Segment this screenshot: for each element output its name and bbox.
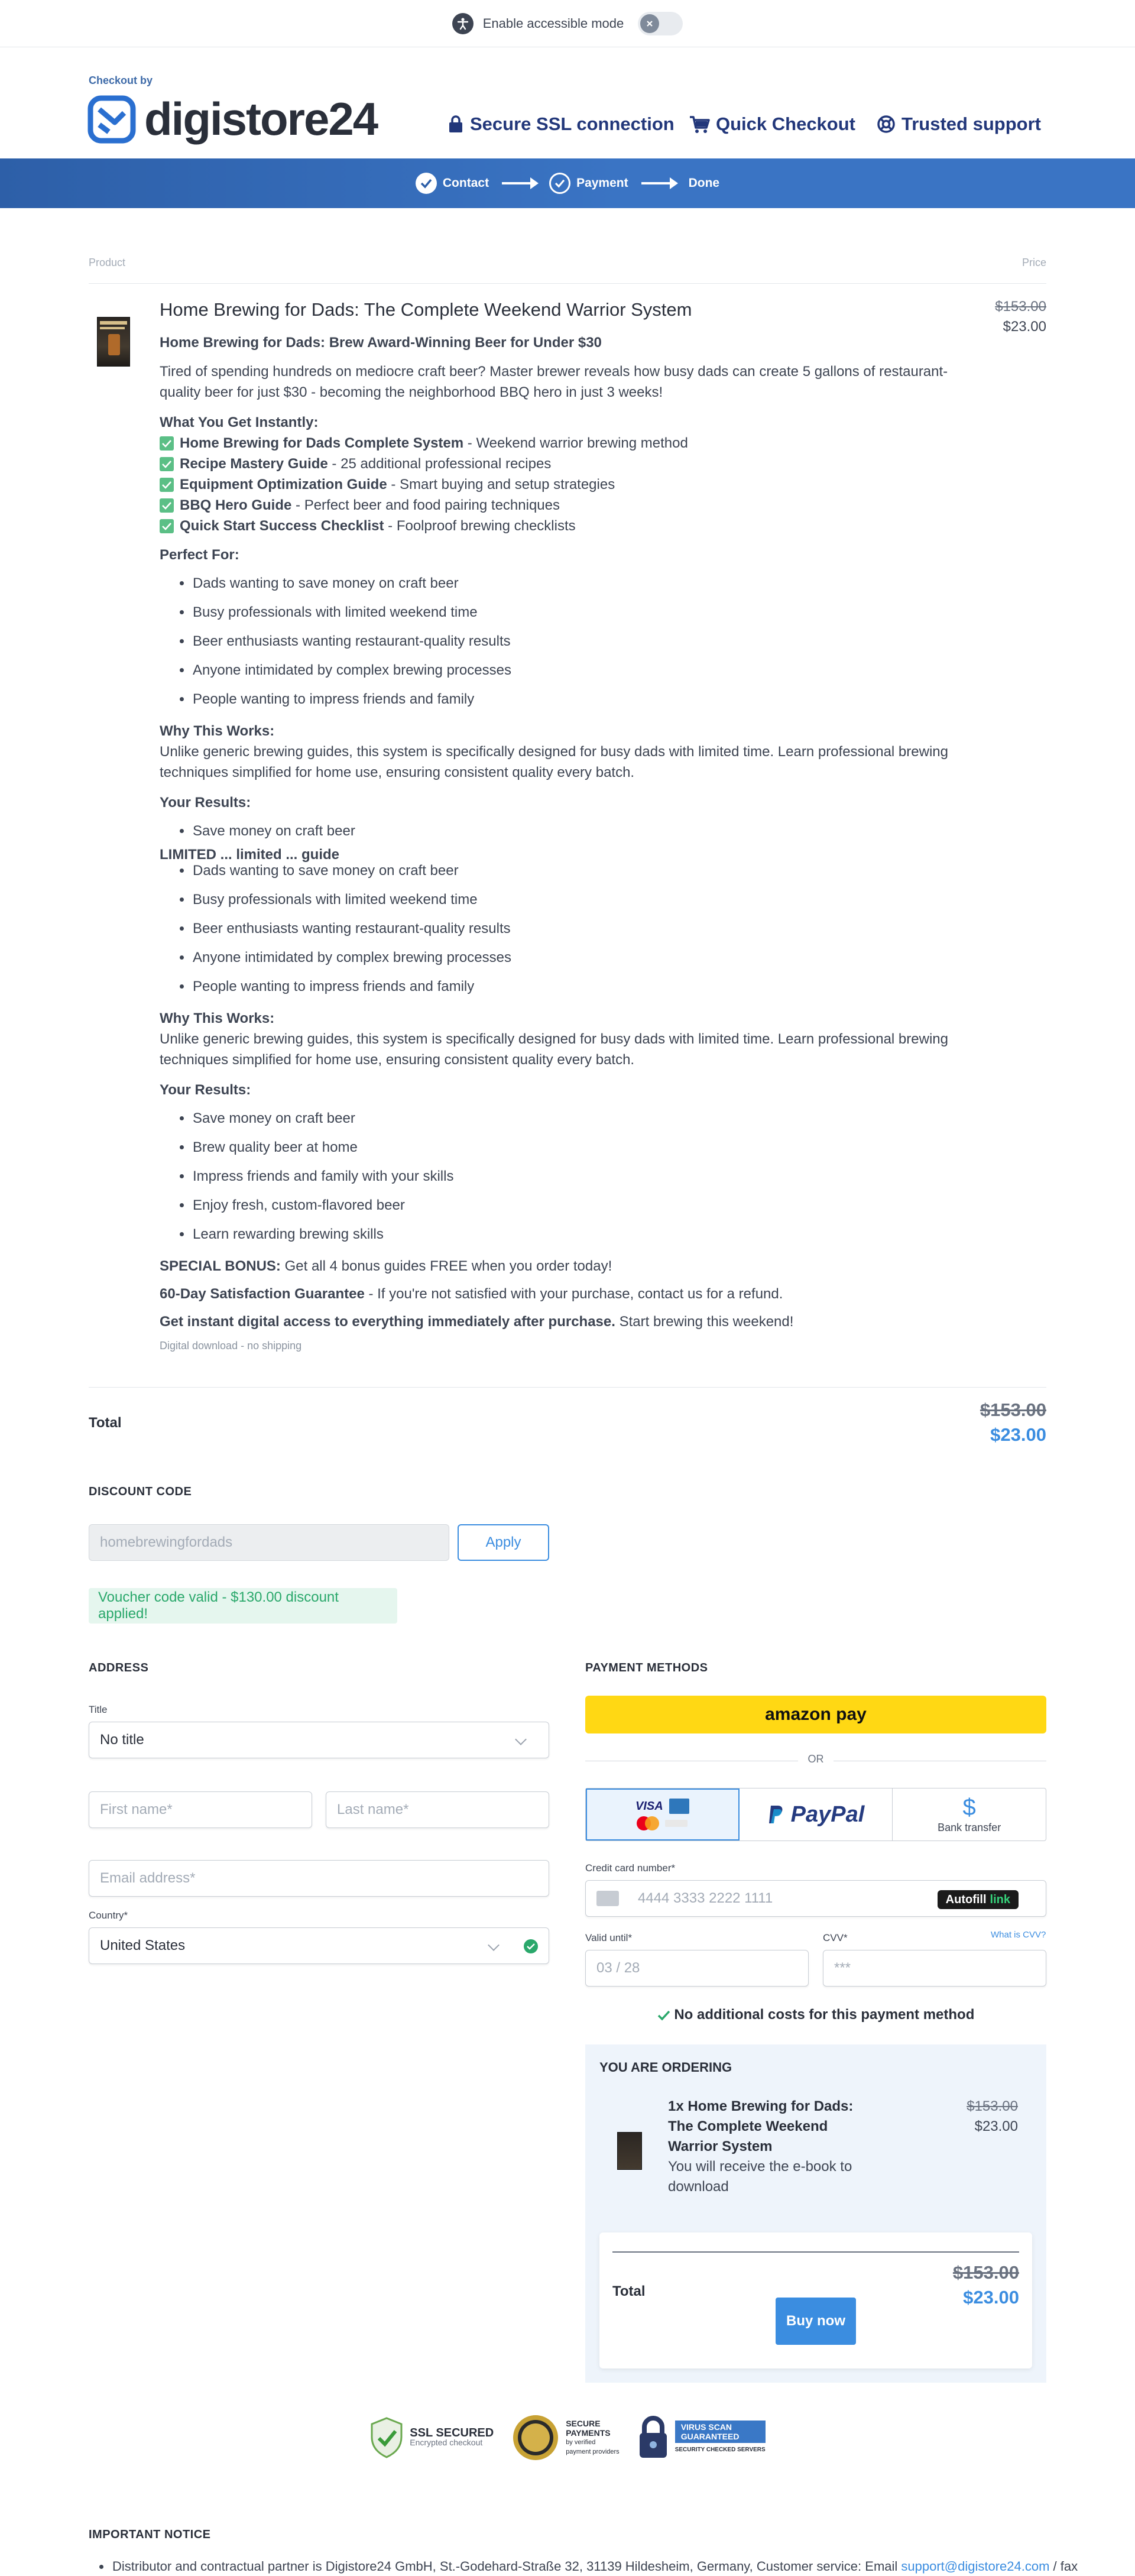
padlock-icon bbox=[637, 2415, 669, 2460]
order-item-name: 1x Home Brewing for Dads: The Complete Weekend Warrior System bbox=[668, 2098, 854, 2154]
country-select[interactable] bbox=[89, 1927, 549, 1964]
trust-support-label: Trusted support bbox=[901, 114, 1041, 134]
checklist-item bbox=[160, 474, 987, 495]
accessibility-bar bbox=[0, 0, 1135, 47]
why-text: Unlike generic brewing guides, this system is specifically designed for busy dads with limited time. Learn professional brewing techniques simplified for home use, ensuring consistent quality every batch. bbox=[160, 744, 948, 780]
cart-icon bbox=[689, 115, 710, 134]
step-arrow-icon bbox=[502, 182, 536, 184]
accessibility-icon bbox=[452, 13, 474, 34]
access-bold: Get instant digital access to everything immediately after purchase. bbox=[160, 1314, 615, 1330]
column-price: Price bbox=[1022, 257, 1046, 268]
checklist-bold: Home Brewing for Dads Complete System bbox=[180, 435, 464, 451]
why-heading-repeat: Why This Works: bbox=[160, 1010, 275, 1026]
checkbox-icon bbox=[160, 457, 174, 471]
guarantee-rest: - If you're not satisfied with your purchase, contact us for a refund. bbox=[364, 1286, 783, 1302]
list-item: Beer enthusiasts wanting restaurant-quality results bbox=[193, 627, 987, 656]
autofill-link-button[interactable] bbox=[938, 1890, 1019, 1909]
list-item: People wanting to impress friends and family bbox=[193, 972, 987, 1001]
checklist-item bbox=[160, 453, 987, 474]
discover-icon bbox=[665, 1820, 688, 1827]
valid-until-label: Valid until* bbox=[585, 1932, 633, 1943]
list-item: Learn rewarding brewing skills bbox=[193, 1220, 987, 1249]
card-number-label: Credit card number* bbox=[585, 1862, 676, 1874]
notice-text: Distributor and contractual partner is Digistore24 GmbH, St.-Godehard-Straße 32, 31139 Hildesheim, Germany, Customer service: Email bbox=[112, 2559, 901, 2574]
bank-transfer-label: Bank transfer bbox=[938, 1821, 1001, 1833]
list-item: People wanting to impress friends and family bbox=[193, 685, 987, 714]
voucher-success-message: Voucher code valid - $130.00 discount applied! bbox=[89, 1588, 397, 1624]
title-label: Title bbox=[89, 1704, 108, 1715]
virus-badge-line1: VIRUS SCAN bbox=[680, 2422, 732, 2432]
secure-badge-line1: SECURE bbox=[566, 2419, 601, 2428]
card-number-placeholder: 4444 3333 2222 1111 bbox=[638, 1890, 773, 1906]
what-heading: What You Get Instantly: bbox=[160, 414, 319, 430]
secure-payments-badge bbox=[511, 2413, 620, 2462]
list-item: Busy professionals with limited weekend time bbox=[193, 598, 987, 627]
checkout-steps bbox=[0, 158, 1135, 208]
checklist-bold: Equipment Optimization Guide bbox=[180, 477, 387, 492]
trust-ssl-label: Secure SSL connection bbox=[470, 114, 674, 134]
product-subtitle: Home Brewing for Dads: Brew Award-Winning Beer for Under $30 bbox=[160, 335, 602, 351]
important-notice-title: IMPORTANT NOTICE bbox=[89, 2528, 211, 2541]
step-payment bbox=[549, 173, 628, 194]
step-payment-label: Payment bbox=[576, 176, 628, 190]
or-label: OR bbox=[798, 1753, 834, 1765]
list-item: Anyone intimidated by complex brewing processes bbox=[193, 943, 987, 972]
visa-icon: VISA bbox=[635, 1799, 663, 1813]
security-badges bbox=[0, 2413, 1135, 2462]
step-done bbox=[689, 176, 720, 190]
checkbox-icon bbox=[160, 498, 174, 513]
trust-support bbox=[877, 114, 1041, 135]
order-summary bbox=[585, 2044, 1046, 2383]
list-item: Dads wanting to save money on craft beer bbox=[193, 569, 987, 598]
checklist-item bbox=[160, 495, 987, 516]
support-email-link[interactable]: support@digistore24.com bbox=[901, 2559, 1050, 2574]
order-old-price: $153.00 bbox=[967, 2098, 1018, 2114]
trust-quick-checkout bbox=[689, 114, 855, 135]
checklist-item bbox=[160, 433, 987, 453]
checklist-text: - Smart buying and setup strategies bbox=[387, 477, 615, 492]
results-short-list bbox=[193, 816, 987, 845]
product-price bbox=[995, 297, 1046, 337]
order-product-image bbox=[617, 2132, 642, 2170]
accessible-mode-toggle[interactable] bbox=[638, 12, 683, 35]
column-product: Product bbox=[89, 257, 126, 268]
secure-badge-line2: PAYMENTS bbox=[566, 2428, 611, 2438]
title-select[interactable] bbox=[89, 1722, 549, 1758]
product-old-price: $153.00 bbox=[995, 299, 1046, 315]
cvv-label: CVV* bbox=[823, 1932, 848, 1943]
order-total-old: $153.00 bbox=[952, 2262, 1019, 2283]
bonus-text bbox=[160, 1256, 987, 1276]
trust-quick-checkout-label: Quick Checkout bbox=[716, 114, 855, 134]
order-total-new: $23.00 bbox=[963, 2287, 1019, 2308]
step-done-label: Done bbox=[688, 176, 720, 190]
list-item: Dads wanting to save money on craft beer bbox=[193, 856, 987, 885]
order-total-label: Total bbox=[612, 2283, 646, 2299]
close-icon bbox=[640, 14, 659, 33]
secure-badge-line4: payment providers bbox=[566, 2448, 620, 2455]
list-item: Enjoy fresh, custom-flavored beer bbox=[193, 1191, 987, 1220]
results-heading-repeat: Your Results: bbox=[160, 1082, 251, 1098]
paypal-icon bbox=[767, 1804, 785, 1825]
first-name-field[interactable]: First name* bbox=[89, 1791, 312, 1828]
why-heading: Why This Works: bbox=[160, 723, 275, 739]
tab-paypal[interactable] bbox=[740, 1788, 893, 1841]
no-costs-note bbox=[585, 2007, 1046, 2023]
logo-mark-icon bbox=[87, 95, 136, 144]
guarantee-bold: 60-Day Satisfaction Guarantee bbox=[160, 1286, 365, 1302]
apply-button[interactable]: Apply bbox=[458, 1524, 549, 1561]
seal-icon bbox=[511, 2413, 560, 2462]
checklist-text: - Perfect beer and food pairing techniques bbox=[291, 497, 560, 513]
secure-badge-line3: by verified bbox=[566, 2439, 596, 2446]
step-contact bbox=[416, 173, 489, 194]
virus-badge-line3: SECURITY CHECKED SERVERS bbox=[674, 2447, 766, 2453]
mastercard-icon bbox=[637, 1816, 659, 1830]
checkmark-icon bbox=[657, 2010, 670, 2021]
checkbox-icon bbox=[160, 436, 174, 451]
payment-title: PAYMENT METHODS bbox=[585, 1661, 708, 1674]
chevron-down-icon bbox=[488, 1939, 500, 1951]
cvv-field[interactable]: *** bbox=[823, 1950, 1046, 1987]
clipped-text: LIMITED ... limited ... guide bbox=[160, 847, 340, 863]
order-title: YOU ARE ORDERING bbox=[599, 2060, 732, 2075]
product-intro: Tired of spending hundreds on mediocre craft beer? Master brewer reveals how busy dads can create 5 gallons of restaurant-quality beer for just $30 - becoming the neighborhood BBQ hero in just 3 weeks! bbox=[160, 364, 948, 400]
perfect-for-list bbox=[193, 569, 987, 714]
perfect-heading: Perfect For: bbox=[160, 547, 239, 563]
amex-icon bbox=[669, 1799, 689, 1814]
access-rest: Start brewing this weekend! bbox=[615, 1314, 794, 1330]
results-list bbox=[193, 1104, 987, 1249]
buy-now-button[interactable]: Buy now bbox=[776, 2298, 856, 2345]
shield-check-icon bbox=[369, 2417, 404, 2458]
access-text bbox=[160, 1311, 987, 1332]
notice-tail: / fax bbox=[1049, 2559, 1078, 2574]
checklist-item bbox=[160, 516, 987, 536]
order-item-note: You will receive the e-book to download bbox=[668, 2159, 852, 2195]
order-new-price: $23.00 bbox=[974, 2118, 1018, 2134]
amazon-pay-logo: amazon pay bbox=[765, 1705, 867, 1724]
valid-check-icon bbox=[524, 1939, 538, 1953]
paypal-logo bbox=[767, 1802, 865, 1827]
why-text-repeat: Unlike generic brewing guides, this system is specifically designed for busy dads with limited time. Learn professional brewing techniques simplified for home use, ensuring consistent quality every batch. bbox=[160, 1031, 948, 1068]
email-field[interactable]: Email address* bbox=[89, 1860, 549, 1897]
checklist-text: - Weekend warrior brewing method bbox=[463, 435, 688, 451]
bonus-bold: SPECIAL BONUS: bbox=[160, 1258, 281, 1274]
order-item bbox=[668, 2097, 881, 2197]
total-old-price: $153.00 bbox=[980, 1399, 1046, 1420]
step-contact-label: Contact bbox=[442, 176, 489, 190]
bonus-rest: Get all 4 bonus guides FREE when you order today! bbox=[280, 1258, 612, 1274]
ssl-secured-badge bbox=[369, 2417, 494, 2458]
ssl-badge-sub: Encrypted checkout bbox=[410, 2438, 483, 2447]
checkbox-icon bbox=[160, 478, 174, 492]
discount-code-input[interactable]: homebrewingfordads bbox=[89, 1524, 449, 1561]
results-heading: Your Results: bbox=[160, 795, 251, 811]
checklist-bold: Quick Start Success Checklist bbox=[180, 518, 384, 534]
country-label: Country* bbox=[89, 1910, 128, 1921]
checklist-text: - 25 additional professional recipes bbox=[327, 456, 552, 472]
guarantee-text bbox=[160, 1284, 987, 1304]
title-select-value: No title bbox=[100, 1732, 144, 1748]
list-item: Impress friends and family with your skills bbox=[193, 1162, 987, 1191]
list-item: Brew quality beer at home bbox=[193, 1133, 987, 1162]
support-icon bbox=[877, 115, 896, 134]
tab-bank-transfer[interactable] bbox=[893, 1788, 1046, 1841]
checklist-text: - Foolproof brewing checklists bbox=[384, 518, 576, 534]
checklist-bold: Recipe Mastery Guide bbox=[180, 456, 328, 472]
benefit-checklist bbox=[160, 433, 987, 536]
tab-credit-card[interactable] bbox=[586, 1788, 740, 1841]
product-title: Home Brewing for Dads: The Complete Weekend Warrior System bbox=[160, 299, 692, 320]
total-row bbox=[89, 1387, 1046, 1458]
logo-text: digistore24 bbox=[144, 93, 378, 145]
checkout-by-label: Checkout by bbox=[89, 74, 153, 86]
total-new-price: $23.00 bbox=[990, 1424, 1046, 1445]
step-arrow-icon bbox=[641, 182, 676, 184]
dollar-icon: $ bbox=[962, 1794, 976, 1820]
paypal-label: PayPal bbox=[790, 1801, 865, 1827]
total-label: Total bbox=[89, 1415, 122, 1431]
product-description bbox=[160, 297, 987, 1356]
virus-badge-line2: GUARANTEED bbox=[680, 2432, 740, 2441]
autofill-label: Autofill bbox=[945, 1893, 987, 1906]
header bbox=[0, 47, 1135, 158]
chevron-down-icon bbox=[515, 1733, 527, 1745]
list-item: Save money on craft beer bbox=[193, 1104, 987, 1133]
link-label: link bbox=[990, 1893, 1010, 1906]
check-circle-outline-icon bbox=[549, 173, 570, 194]
what-is-cvv-link[interactable]: What is CVV? bbox=[991, 1930, 1046, 1940]
notice-item bbox=[112, 2559, 1078, 2574]
lock-icon bbox=[447, 115, 464, 134]
address-title: ADDRESS bbox=[89, 1661, 149, 1674]
list-item: Save money on craft beer bbox=[193, 816, 987, 845]
discount-title: DISCOUNT CODE bbox=[89, 1485, 192, 1498]
list-item: Busy professionals with limited weekend time bbox=[193, 885, 987, 914]
valid-until-field[interactable]: 03 / 28 bbox=[585, 1950, 809, 1987]
divider bbox=[612, 2251, 1019, 2253]
digistore-logo[interactable] bbox=[87, 92, 377, 146]
card-icon bbox=[596, 1891, 619, 1906]
accessible-mode-label: Enable accessible mode bbox=[482, 15, 624, 31]
checkbox-icon bbox=[160, 519, 174, 533]
order-item-price bbox=[967, 2097, 1018, 2137]
list-item: Anyone intimidated by complex brewing processes bbox=[193, 656, 987, 685]
no-costs-text: No additional costs for this payment method bbox=[674, 2007, 975, 2023]
product-new-price: $23.00 bbox=[1003, 319, 1046, 335]
country-select-value: United States bbox=[100, 1937, 186, 1953]
checklist-bold: BBQ Hero Guide bbox=[180, 497, 292, 513]
list-item: Beer enthusiasts wanting restaurant-quality results bbox=[193, 914, 987, 943]
product-table-header bbox=[89, 257, 1046, 284]
perfect-for-list-repeat bbox=[193, 856, 987, 1001]
amazon-pay-button[interactable] bbox=[585, 1696, 1046, 1733]
card-number-field[interactable] bbox=[585, 1880, 1046, 1917]
payment-method-tabs bbox=[585, 1788, 1046, 1841]
virus-scan-badge bbox=[637, 2415, 766, 2460]
ssl-badge-title: SSL SECURED bbox=[410, 2426, 494, 2439]
last-name-field[interactable]: Last name* bbox=[326, 1791, 549, 1828]
check-circle-icon bbox=[416, 173, 437, 194]
product-cover-image bbox=[97, 317, 130, 367]
trust-ssl bbox=[447, 114, 674, 135]
shipping-note: Digital download - no shipping bbox=[160, 1340, 302, 1352]
order-total-card bbox=[599, 2232, 1032, 2368]
